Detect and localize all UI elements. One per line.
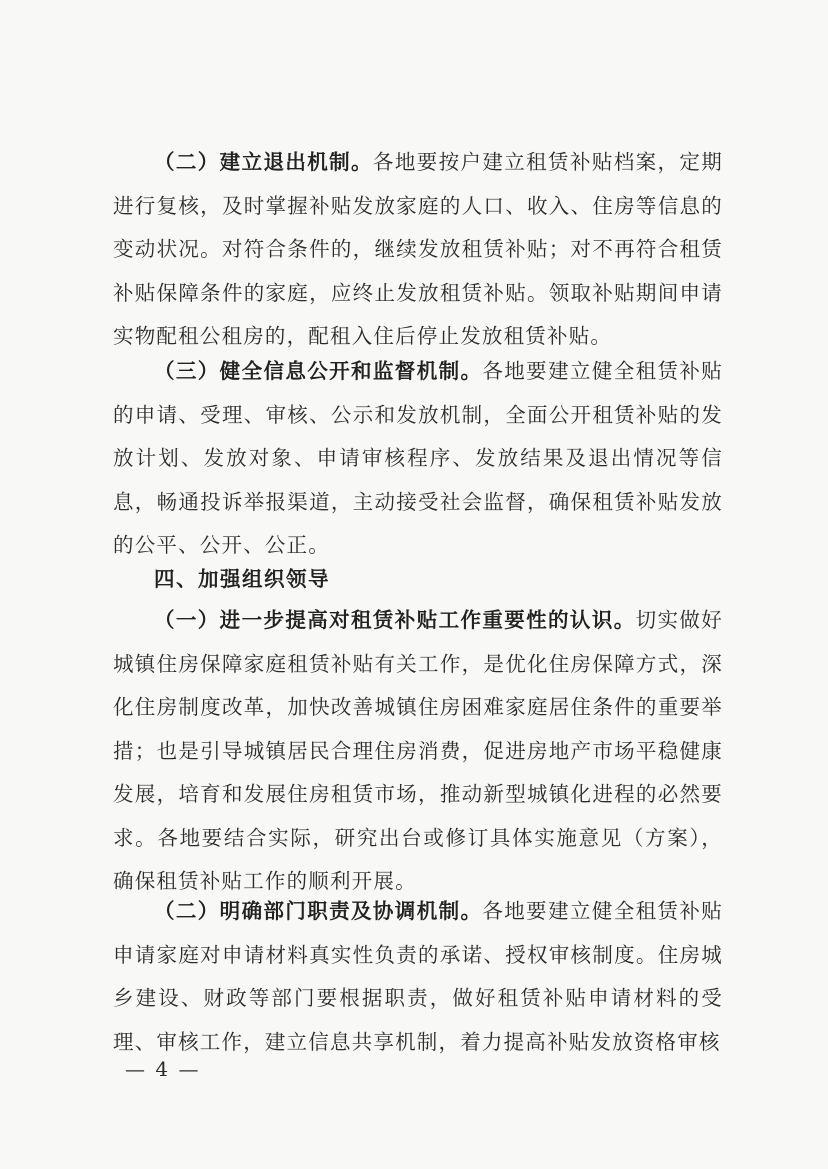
paragraph-info-disclosure <box>113 350 723 568</box>
paragraph-heading: （二）明确部门职责及协调机制。 <box>154 899 483 923</box>
page-number: — 4 — <box>125 1057 201 1081</box>
paragraph-heading: （三）健全信息公开和监督机制。 <box>154 359 483 383</box>
paragraph-body: 各地要建立健全租赁补贴申请家庭对申请材料真实性负责的承诺、授权审核制度。住房城乡建设、财政等部门要根据职责，做好租赁补贴申请材料的受理、审核工作，建立信息共享机制，着力提高补贴发放资格审核 <box>113 899 724 1054</box>
paragraph-heading: （一）进一步提高对租赁补贴工作重要性的认识。 <box>154 608 636 632</box>
paragraph-body: 各地要建立健全租赁补贴的申请、受理、审核、公示和发放机制，全面公开租赁补贴的发放计划、发放对象、申请审核程序、发放结果及退出情况等信息，畅通投诉举报渠道，主动接受社会监督，确保租赁补贴发放的公平、公开、公正。 <box>113 359 724 557</box>
paragraph-body: 各地要按户建立租赁补贴档案，定期进行复核，及时掌握补贴发放家庭的人口、收入、住房等信息的变动状况。对符合条件的，继续发放租赁补贴；对不再符合租赁补贴保障条件的家庭，应终止发放租赁补贴。领取补贴期间申请实物配租公租房的，配租入住后停止发放租赁补贴。 <box>113 150 723 348</box>
paragraph-department-duties <box>113 890 723 1064</box>
section-heading: 四、加强组织领导 <box>154 567 330 591</box>
paragraph-body: 切实做好城镇住房保障家庭租赁补贴有关工作，是优化住房保障方式，深化住房制度改革，加快改善城镇住房困难家庭居住条件的重要举措；也是引导城镇居民合理住房消费，促进房地产市场平稳健康发展，培育和发展住房租赁市场，推动新型城镇化进程的必然要求。各地要结合实际，研究出台或修订具体实施意见（方案），确保租赁补贴工作的顺利开展。 <box>113 608 723 893</box>
paragraph-importance <box>113 599 723 904</box>
paragraph-heading: （二）建立退出机制。 <box>154 150 373 174</box>
paragraph-exit-mechanism <box>113 141 723 359</box>
